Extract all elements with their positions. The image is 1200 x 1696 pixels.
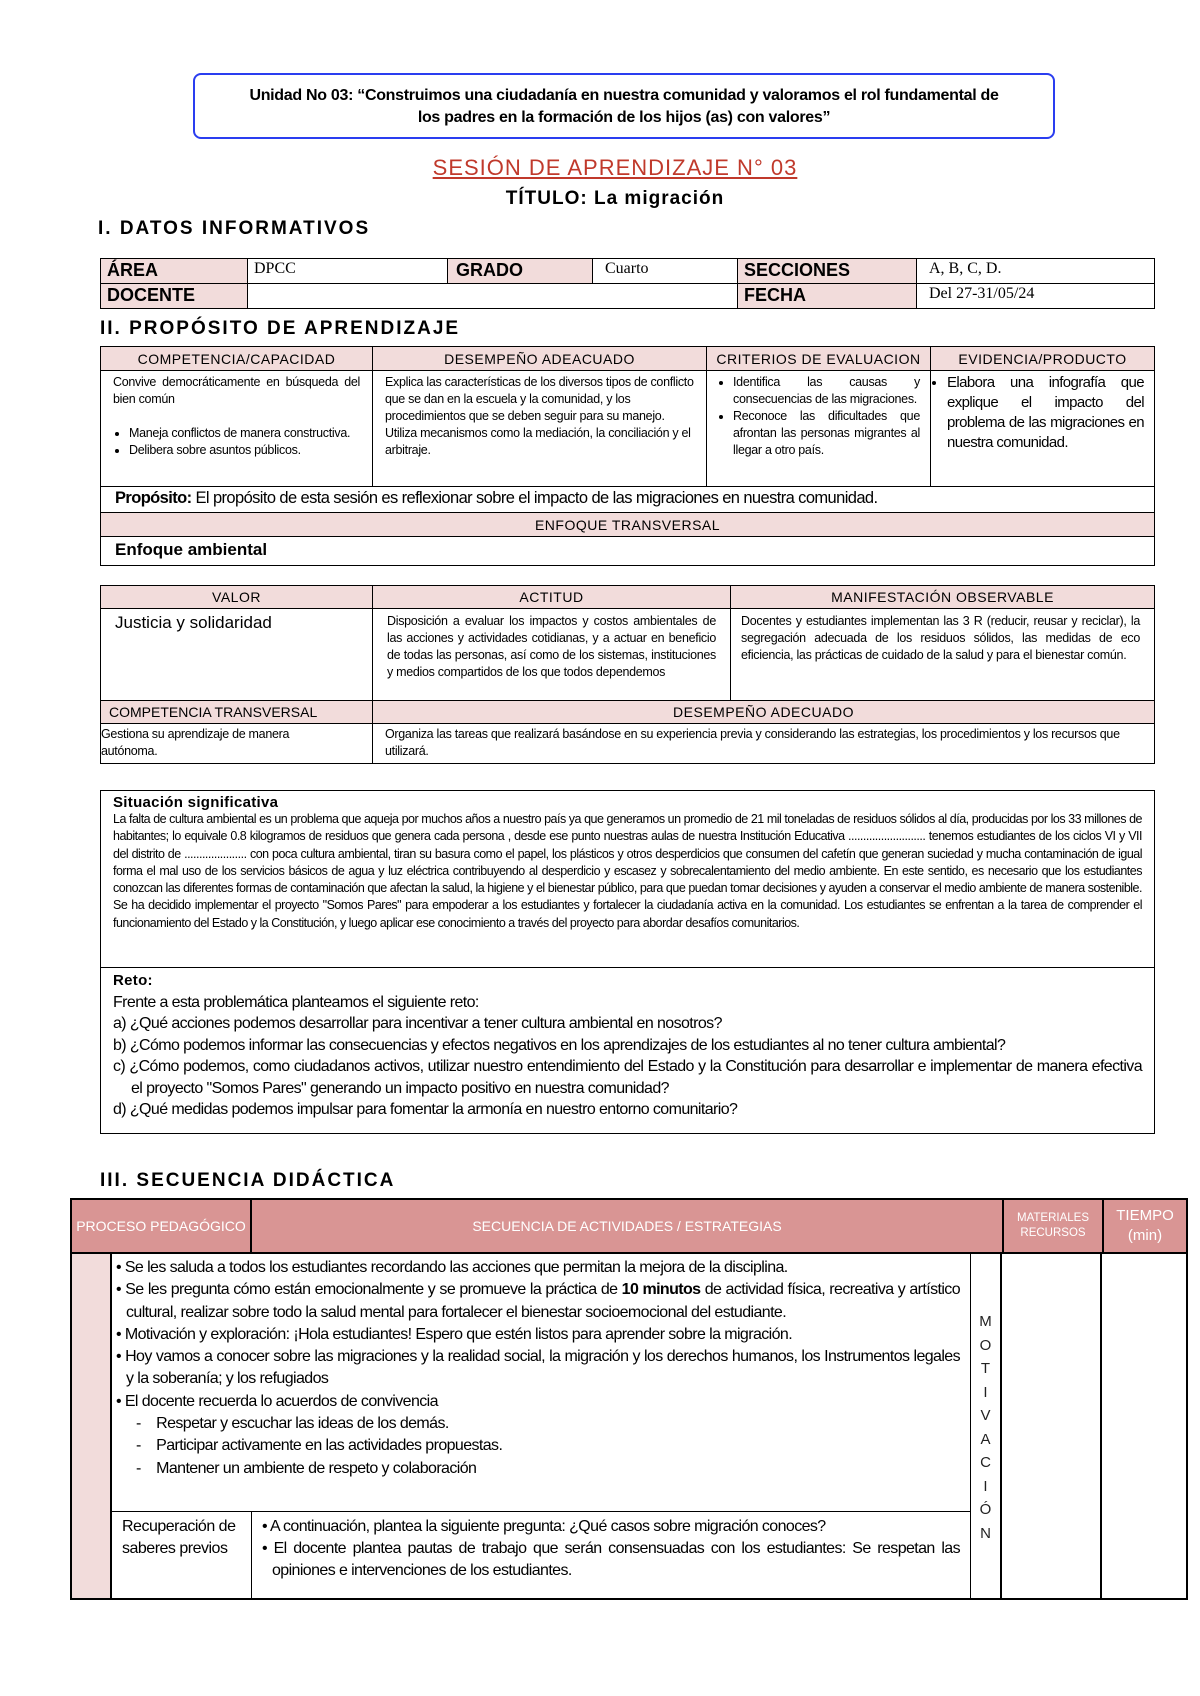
motivacion-letter: I	[983, 1477, 988, 1495]
dash-icon: -	[136, 1459, 157, 1477]
desempeno-cell	[373, 371, 707, 487]
acuerdo-item	[136, 1435, 960, 1457]
competencia-transversal-text: Gestiona su aprendizaje de manera autónoma.	[101, 724, 373, 764]
reto-intro: Frente a esta problemática planteamos el siguiente reto:	[113, 993, 479, 1011]
motivacion-item	[116, 1324, 960, 1346]
grado-value: Cuarto	[593, 259, 738, 284]
valor-cell: Justicia y solidaridad	[101, 609, 373, 701]
desempeno-text: Explica las características de los diversos tipos de conflicto que se dan en la escuela y la comunidad, y los procedimientos que se deben seguir para su manejo. Utiliza mecanismos como la mediación, la conciliación y el arbitraje.	[385, 375, 694, 457]
secciones-value: A, B, C, D.	[917, 259, 1155, 284]
motivacion-item-text: Se les pregunta cómo están emocionalmente y se promueve la práctica de	[125, 1281, 622, 1299]
situacion-text: La falta de cultura ambiental es un problema que aqueja por muchos años a nuestro país ya que generamos un promedio de 21 mil toneladas de residuos sólidos al día, producidas por los 33 millones de habitantes; lo equivale 0.8 kilogramos de residuos que genera cada persona , desde ese punto nuestras aulas de nuestra Institución Educativa .......................... tenemos estudiantes de los ciclos VI y VII del distrito de ..................... con poca cultura ambiental, tiran su basura como el papel, los plásticos y otros desperdicios que consumen del cafetín que generan suciedad y mucha contaminación de igual forma el mal uso de los servicios básicos de agua y luz eléctrica contribuyendo al desperdicio y escasez y sobrecalentamiento del medio ambiente. En este sentido, es necesario que los estudiantes conozcan las diferentes formas de contaminación que afectan la salud, la higiene y el bienestar público, para que puedan tomar decisiones y ayuden a conservar el medio ambiente de manera sostenible. Se ha decidido implementar el proyecto "Somos Pares" para empoderar a los estudiantes y fortalecer la ciudadanía activa en la comunidad. Los estudiantes se enfrentan a la tarea de comprender el funcionamiento del Estado y la Constitución, y luego aplicar ese conocimiento a través del proyecto para abordar desafíos comunitarios.	[113, 812, 1142, 930]
situacion-cell	[101, 791, 1155, 968]
criterio-item: • Identifica las causas y consecuencias de las migraciones.	[733, 374, 920, 408]
session-title: SESIÓN DE APRENDIZAJE N° 03	[432, 155, 798, 180]
desempeno-transversal-text: Organiza las tareas que realizará basándose en su experiencia previa y considerando las estrategias, los procedimientos y los recursos que utilizará.	[373, 724, 1155, 764]
acuerdos-list	[114, 1413, 960, 1480]
fecha-label: FECHA	[738, 284, 917, 309]
capacidades-list	[113, 425, 360, 459]
situacion-title: Situación significativa	[113, 794, 279, 811]
bullet-icon: •	[116, 1392, 125, 1410]
dash-icon: -	[136, 1415, 157, 1433]
competencia-text: Convive democráticamente en búsqueda del bien común	[113, 375, 360, 406]
header-evidencia: EVIDENCIA/PRODUCTO	[931, 347, 1155, 371]
proposito-text: El propósito de esta sesión es reflexionar sobre el impacto de las migraciones en nuestra comunidad.	[191, 489, 878, 507]
competencia-transversal-table	[100, 700, 1155, 764]
motivacion-vertical-label	[971, 1254, 1000, 1545]
enfoque-name: Enfoque ambiental	[101, 537, 1155, 566]
motivacion-item	[116, 1279, 960, 1324]
motivacion-letter: I	[983, 1383, 988, 1401]
evidencia-cell	[931, 371, 1155, 487]
docente-label: DOCENTE	[101, 284, 248, 309]
motivacion-letter: T	[980, 1360, 991, 1377]
motivacion-letter: V	[980, 1407, 991, 1424]
header-actividades: SECUENCIA DE ACTIVIDADES / ESTRATEGIAS	[252, 1200, 1004, 1252]
motivacion-item	[116, 1346, 960, 1391]
grado-label: GRADO	[448, 259, 593, 284]
recuperacion-item-text: A continuación, plantea la siguiente pregunta: ¿Qué casos sobre migración conoces?	[269, 1518, 826, 1535]
acuerdo-text: Mantener un ambiente de respeto y colaboración	[156, 1459, 477, 1477]
reto-a: a) ¿Qué acciones podemos desarrollar para incentivar a tener cultura ambiental en nosotros?	[113, 1015, 722, 1032]
criterio-item: • Reconoce las dificultades que afrontan las personas migrantes al llegar a otro país.	[733, 408, 920, 459]
motivacion-letter: A	[980, 1430, 991, 1448]
acuerdo-item	[136, 1413, 960, 1435]
tiempo-cell	[1104, 1254, 1186, 1598]
actitud-cell: Disposición a evaluar los impactos y costos ambientales de las acciones y actividades cotidianas, y a actuar en beneficio de todas las personas, así como de los sistemas, instituciones y medios compartidos de los que todos dependemos	[373, 609, 731, 701]
proposito-row	[101, 487, 1155, 513]
header-desempeno: DESEMPEÑO ADEACUADO	[373, 347, 707, 371]
header-materiales: MATERIALES RECURSOS	[1004, 1200, 1104, 1252]
header-valor: VALOR	[101, 586, 373, 609]
bullet-icon: •	[116, 1348, 126, 1366]
motivacion-letter: N	[980, 1524, 991, 1542]
recuperacion-item-text: El docente plantea pautas de trabajo que serán consensuadas con los estudiantes: Se respetan las opiniones e intervenciones de los estudiantes.	[272, 1540, 960, 1579]
bullet-icon: •	[262, 1518, 270, 1535]
recuperacion-item	[262, 1516, 960, 1538]
enfoque-header: ENFOQUE TRANSVERSAL	[101, 513, 1155, 537]
header-criterios: CRITERIOS DE EVALUACION	[707, 347, 931, 371]
capacidad-item: • Maneja conflictos de manera constructiva.	[129, 425, 360, 442]
bullet-icon: •	[116, 1281, 126, 1299]
motivacion-item	[116, 1257, 960, 1279]
motivacion-letter: O	[979, 1336, 992, 1354]
header-tiempo: TIEMPO (min)	[1104, 1200, 1186, 1252]
competencia-cell	[101, 371, 373, 487]
secciones-label: SECCIONES	[738, 259, 917, 284]
motivacion-item-text: Se les saluda a todos los estudiantes recordando las acciones que permitan la mejora de la disciplina.	[124, 1259, 788, 1276]
acuerdo-text: Respetar y escuchar las ideas de los demás.	[156, 1415, 449, 1433]
header-proceso: PROCESO PEDAGÓGICO	[72, 1200, 252, 1252]
reto-cell	[101, 968, 1155, 1134]
proceso-column	[72, 1254, 112, 1598]
motivacion-letter: M	[979, 1313, 992, 1330]
motivacion-item-text: Hoy vamos a conocer sobre las migraciones y la realidad social, la migración y los derechos humanos, los Instrumentos legales y la soberanía; y los refugiados	[125, 1348, 960, 1388]
recuperacion-list	[260, 1516, 960, 1582]
situacion-table	[100, 790, 1155, 1134]
motivacion-list	[114, 1257, 960, 1413]
header-desempeno-adecuado: DESEMPEÑO ADECUADO	[373, 701, 1155, 724]
header-competencia: COMPETENCIA/CAPACIDAD	[101, 347, 373, 371]
recuperacion-label: Recuperación de saberes previos	[112, 1512, 252, 1598]
docente-value	[248, 284, 738, 309]
criterios-cell	[707, 371, 931, 487]
bullet-icon: •	[116, 1325, 125, 1343]
motivacion-content	[112, 1254, 970, 1512]
reto-d: d) ¿Qué medidas podemos impulsar para fomentar la armonía en nuestro entorno comunitario?	[113, 1101, 738, 1118]
unit-line-1: Unidad No 03: “Construimos una ciudadanía en nuestra comunidad y valoramos el rol fundamental de	[249, 87, 999, 104]
header-manifestacion: MANIFESTACIÓN OBSERVABLE	[731, 586, 1155, 609]
criterios-list	[717, 374, 920, 459]
motivacion-item	[116, 1391, 960, 1413]
motivacion-vertical-cell	[970, 1254, 1002, 1598]
capacidad-item: • Delibera sobre asuntos públicos.	[129, 442, 360, 459]
bullet-icon: •	[116, 1259, 125, 1276]
datos-table	[100, 258, 1155, 309]
evidencia-text: • Elabora una infografía que explique el impacto del problema de las migraciones en nuestra comunidad.	[947, 373, 1144, 453]
header-competencia-transversal: COMPETENCIA TRANSVERSAL	[101, 701, 373, 724]
evidencia-list	[935, 373, 1144, 453]
manifestacion-cell: Docentes y estudiantes implementan las 3 R (reducir, reusar y reciclar), la segregación adecuada de los residuos sólidos, las medidas de eco eficiencia, las prácticas de cuidado de la salud y para el bienestar común.	[731, 609, 1155, 701]
motivacion-item-text: de actividad física, recreativa y artístico cultural, realizar sobre todo la salud mental para fortalecer el bienestar socioemocional del estudiante.	[126, 1281, 960, 1321]
proposito-table	[100, 346, 1155, 566]
motivacion-letter: C	[980, 1454, 991, 1471]
section-secuencia: III. SECUENCIA DIDÁCTICA	[100, 1170, 396, 1191]
reto-b: b) ¿Cómo podemos informar las consecuencias y efectos negativos en los aprendizajes de los estudiantes al no tener cultura ambiental?	[113, 1036, 1006, 1054]
acuerdo-text: Participar activamente en las actividades propuestas.	[156, 1437, 503, 1455]
unit-line-2: los padres en la formación de los hijos (as) con valores”	[417, 109, 831, 126]
acuerdo-item	[136, 1458, 960, 1480]
proposito-label: Propósito:	[115, 489, 192, 507]
header-actitud: ACTITUD	[373, 586, 731, 609]
area-label: ÁREA	[101, 259, 248, 284]
section-proposito: II. PROPÓSITO DE APRENDIZAJE	[100, 318, 461, 339]
motivacion-letter: Ó	[979, 1501, 992, 1518]
reto-label: Reto:	[113, 972, 153, 989]
area-value: DPCC	[248, 259, 448, 284]
materiales-cell	[1004, 1254, 1102, 1598]
motivacion-item-bold: 10 minutos	[621, 1281, 701, 1299]
motivacion-item-text: Motivación y exploración: ¡Hola estudiantes! Espero que estén listos para aprender sobre la migración.	[124, 1325, 793, 1343]
bullet-icon: •	[262, 1540, 274, 1557]
recuperacion-content	[252, 1512, 970, 1598]
section-datos-informativos: I. DATOS INFORMATIVOS	[98, 218, 371, 239]
unit-banner	[193, 73, 1055, 139]
dash-icon: -	[136, 1437, 157, 1455]
fecha-value: Del 27-31/05/24	[917, 284, 1155, 309]
recuperacion-item	[262, 1538, 960, 1582]
page-title: TÍTULO: La migración	[505, 188, 725, 209]
motivacion-item-text: El docente recuerda lo acuerdos de convivencia	[124, 1392, 438, 1410]
enfoque-table	[100, 585, 1155, 701]
reto-c: c) ¿Cómo podemos, como ciudadanos activos, utilizar nuestro entendimiento del Estado y la Constitución para desarrollar e implementar de manera efectiva el proyecto "Somos Pares" generando un impacto positivo en nuestra comunidad?	[113, 1058, 1142, 1097]
